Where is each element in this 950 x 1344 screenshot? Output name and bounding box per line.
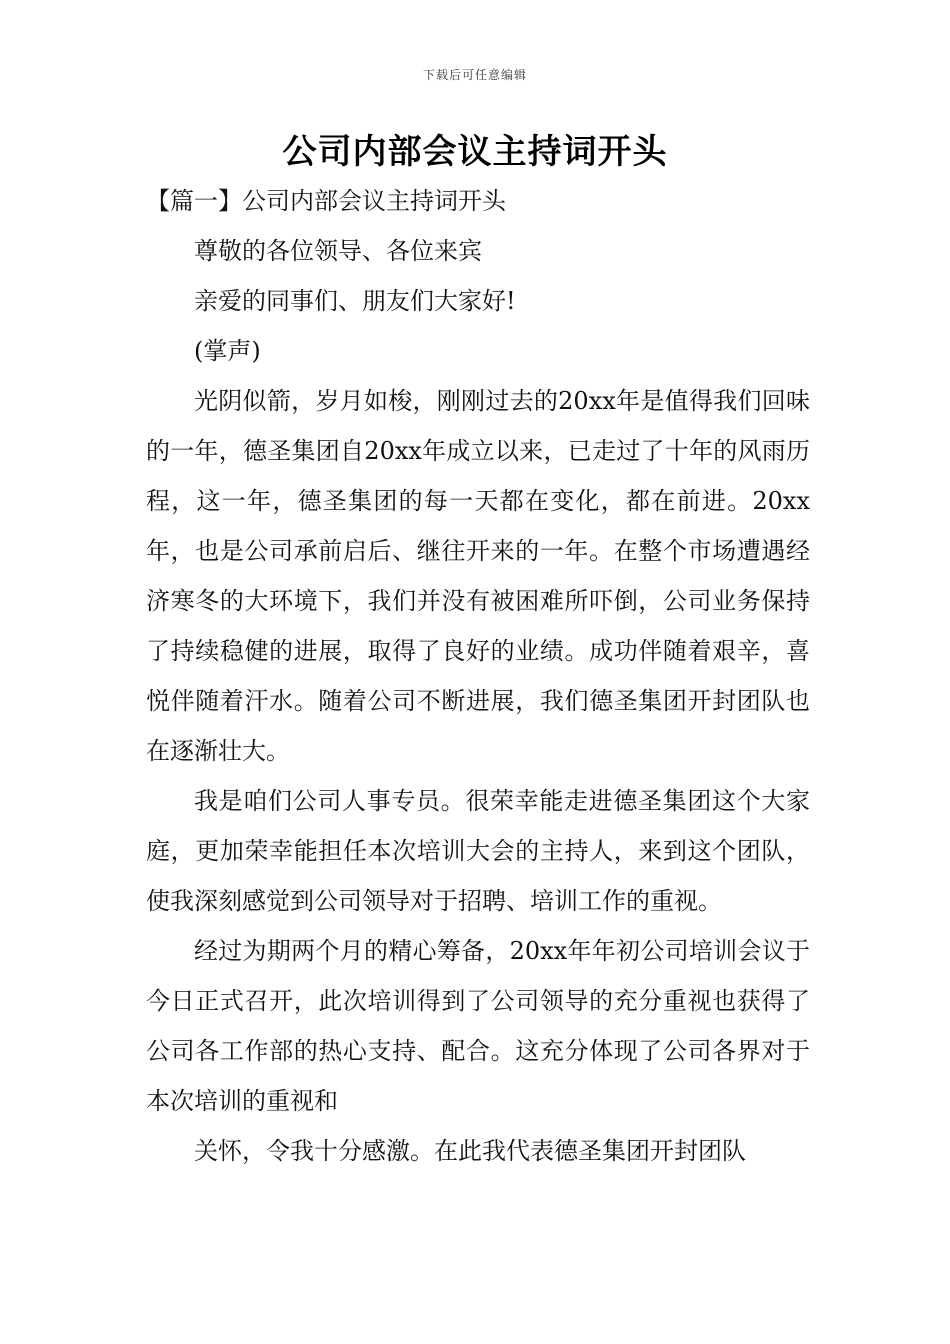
paragraph-greeting-leaders: 尊敬的各位领导、各位来宾 <box>194 237 482 265</box>
paragraph-year-review: 光阴似箭，岁月如梭，刚刚过去的20xx年是值得我们回味的一年，德圣集团自20xx年成立以来，已走过了十年的风雨历程，这一年，德圣集团的每一天都在变化，都在前进。20xx年，也是公司承前启后、继往开来的一年。在整个市场遭遇经济寒冬的大环境下，我们并没有被困难所吓倒，公司业务保持了持续稳健的进展，取得了良好的业绩。成功伴随着艰辛，喜悦伴随着汗水。随着公司不断进展，我们德圣集团开封团队也在逐渐壮大。 <box>146 387 810 765</box>
document-body <box>146 176 810 1176</box>
section-heading: 【篇一】公司内部会议主持词开头 <box>146 187 506 215</box>
paragraph-host-intro: 我是咱们公司人事专员。很荣幸能走进德圣集团这个大家庭，更加荣幸能担任本次培训大会的主持人，来到这个团队，使我深刻感觉到公司领导对于招聘、培训工作的重视。 <box>146 787 810 915</box>
paragraph-training-meeting: 经过为期两个月的精心筹备，20xx年年初公司培训会议于今日正式召开，此次培训得到了公司领导的充分重视也获得了公司各工作部的热心支持、配合。这充分体现了公司各界对于本次培训的重视和 <box>146 937 810 1115</box>
document-title: 公司内部会议主持词开头 <box>282 132 668 172</box>
paragraph-gratitude: 关怀，令我十分感激。在此我代表德圣集团开封团队 <box>194 1137 746 1165</box>
paragraph-applause: (掌声) <box>194 337 261 365</box>
header-note: 下载后可任意编辑 <box>422 68 527 82</box>
paragraph-greeting-colleagues: 亲爱的同事们、朋友们大家好! <box>194 287 516 315</box>
